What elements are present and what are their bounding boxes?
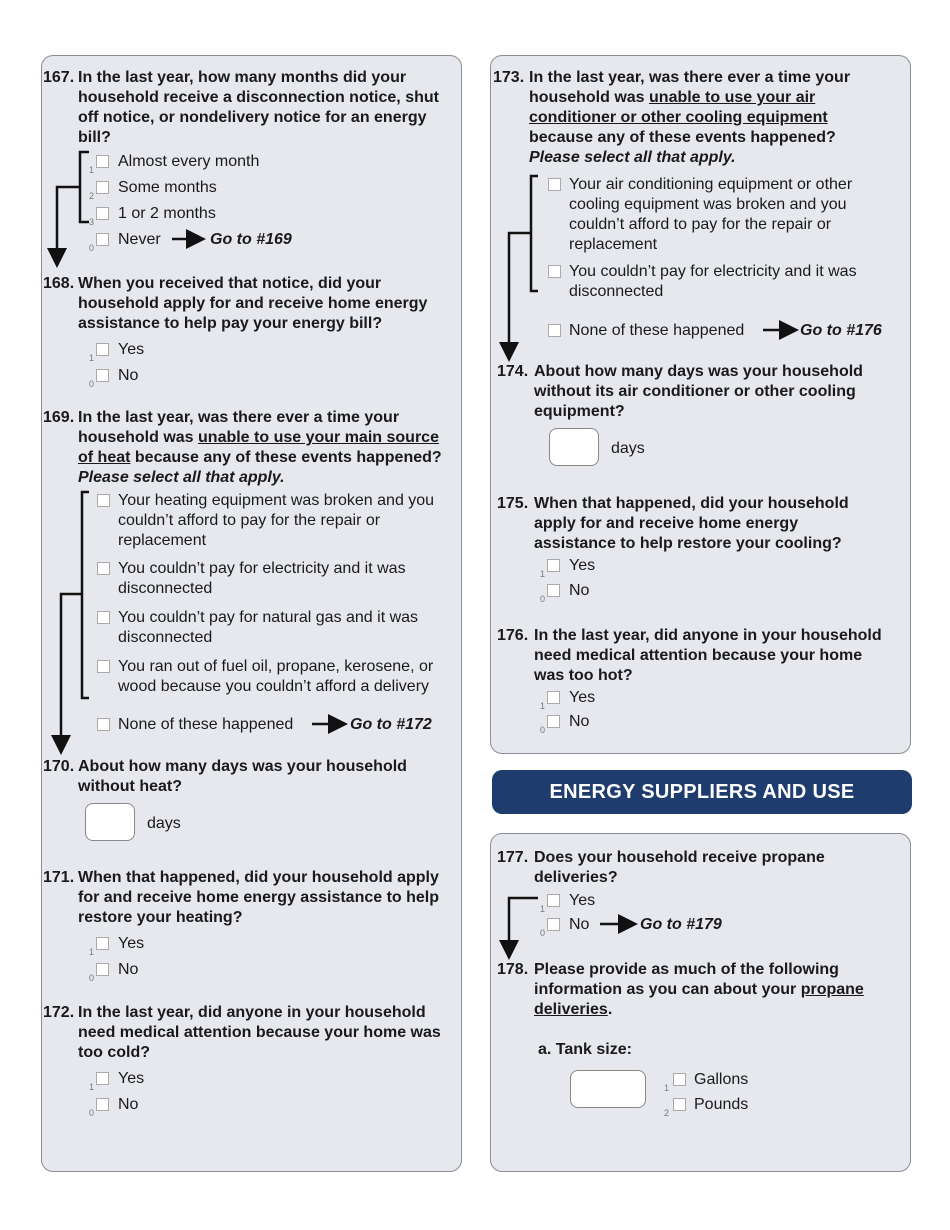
- question-175: 175. When that happened, did your household apply for and receive home energy assistance to help restore your cooling?: [497, 495, 849, 552]
- question-168: 168. When you received that notice, did your household apply for and receive home energy assistance to help pay your energy bill?: [43, 275, 428, 332]
- days-unit-label: days: [147, 815, 181, 832]
- skip-instruction: Go to #169: [210, 231, 292, 248]
- option-no[interactable]: 0 No: [89, 1096, 139, 1118]
- checkbox[interactable]: [96, 343, 109, 356]
- checkbox[interactable]: [547, 918, 560, 931]
- checkbox[interactable]: [96, 1072, 109, 1085]
- subquestion-tank-size: a. Tank size:: [538, 1041, 632, 1058]
- question-173: 173. In the last year, was there ever a time your household was unable to use your air conditioner or other cooling equipment because any of these events happened? Please select all that apply.: [493, 69, 851, 166]
- option-yes[interactable]: 1 Yes: [540, 557, 596, 579]
- option-ran-out-of-fuel[interactable]: You ran out of fuel oil, propane, kerosene, or wood because you couldn’t afford a delivery: [89, 657, 461, 699]
- checkbox[interactable]: [97, 718, 110, 731]
- checkbox[interactable]: [96, 207, 109, 220]
- option-none-happened[interactable]: None of these happened Go to #176: [540, 321, 905, 343]
- option-no[interactable]: 0 No Go to #179: [540, 916, 722, 938]
- option-no[interactable]: 0 No: [540, 582, 590, 604]
- checkbox[interactable]: [97, 494, 110, 507]
- checkbox[interactable]: [547, 691, 560, 704]
- option-electricity-disconnected[interactable]: You couldn’t pay for electricity and it was disconnected: [89, 559, 461, 601]
- option-almost-every-month[interactable]: 1 Almost every month: [89, 153, 260, 175]
- option-heating-broken[interactable]: Your heating equipment was broken and you couldn’t afford to pay for the repair or replacement: [89, 491, 461, 553]
- checkbox[interactable]: [547, 715, 560, 728]
- option-yes[interactable]: 1 Yes: [89, 935, 145, 957]
- question-174: 174. About how many days was your household without its air conditioner or other cooling equipment?: [497, 363, 863, 420]
- question-177: 177. Does your household receive propane deliveries?: [497, 849, 825, 886]
- option-pounds[interactable]: 2 Pounds: [664, 1096, 749, 1118]
- skip-instruction: Go to #179: [640, 916, 722, 933]
- option-yes[interactable]: 1 Yes: [540, 892, 596, 914]
- checkbox[interactable]: [547, 894, 560, 907]
- question-169: 169. In the last year, was there ever a time your household was unable to use your main source of heat because any of these events happened? Please select all that apply.: [43, 409, 442, 486]
- question-171: 171. When that happened, did your household apply for and receive home energy assistance to help restore your heating?: [43, 869, 440, 926]
- option-yes[interactable]: 1 Yes: [540, 689, 596, 711]
- checkbox[interactable]: [96, 181, 109, 194]
- checkbox[interactable]: [96, 963, 109, 976]
- tank-size-input[interactable]: [570, 1070, 646, 1108]
- question-text: In the last year, how many months did your household receive a disconnection notice, shut off notice, or nondelivery notice for an energy bill?: [78, 69, 439, 146]
- checkbox[interactable]: [547, 559, 560, 572]
- checkbox[interactable]: [97, 660, 110, 673]
- checkbox[interactable]: [548, 178, 561, 191]
- checkbox[interactable]: [96, 937, 109, 950]
- question-176: 176. In the last year, did anyone in your household need medical attention because your home was too hot?: [497, 627, 882, 684]
- option-gallons[interactable]: 1 Gallons: [664, 1071, 749, 1093]
- option-none-happened[interactable]: None of these happened Go to #172: [89, 715, 461, 737]
- checkbox[interactable]: [673, 1098, 686, 1111]
- days-input[interactable]: [85, 803, 135, 841]
- question-167: [43, 68, 455, 148]
- section-header: ENERGY SUPPLIERS AND USE: [492, 770, 912, 814]
- option-no[interactable]: 0 No: [89, 961, 139, 983]
- question-178: 178. Please provide as much of the following information as you can about your propane deliveries.: [497, 961, 864, 1018]
- option-yes[interactable]: 1 Yes: [89, 1070, 145, 1092]
- days-input[interactable]: [549, 428, 599, 466]
- option-cooling-broken[interactable]: Your air conditioning equipment or other cooling equipment was broken and you couldn’t afford to pay for the repair or replacement: [540, 175, 905, 257]
- question-172: 172. In the last year, did anyone in your household need medical attention because your home was too cold?: [43, 1004, 441, 1061]
- skip-instruction: Go to #176: [800, 322, 882, 339]
- option-no[interactable]: 0 No: [89, 367, 139, 389]
- option-electricity-disconnected[interactable]: You couldn’t pay for electricity and it was disconnected: [540, 262, 905, 304]
- question-170: 170. About how many days was your household without heat?: [43, 758, 407, 795]
- days-unit-label: days: [611, 440, 645, 457]
- skip-instruction: Go to #172: [350, 716, 432, 733]
- option-never[interactable]: 0 Never Go to #169: [89, 231, 292, 253]
- checkbox[interactable]: [96, 1098, 109, 1111]
- checkbox[interactable]: [547, 584, 560, 597]
- option-no[interactable]: 0 No: [540, 713, 590, 735]
- checkbox[interactable]: [97, 611, 110, 624]
- checkbox[interactable]: [96, 155, 109, 168]
- option-yes[interactable]: 1 Yes: [89, 341, 145, 363]
- checkbox[interactable]: [673, 1073, 686, 1086]
- question-number: 167.: [43, 69, 75, 86]
- checkbox[interactable]: [96, 233, 109, 246]
- checkbox[interactable]: [548, 265, 561, 278]
- checkbox[interactable]: [96, 369, 109, 382]
- option-some-months[interactable]: 2 Some months: [89, 179, 217, 201]
- option-1-or-2-months[interactable]: 3 1 or 2 months: [89, 205, 216, 227]
- option-gas-disconnected[interactable]: You couldn’t pay for natural gas and it was disconnected: [89, 608, 461, 650]
- checkbox[interactable]: [97, 562, 110, 575]
- checkbox[interactable]: [548, 324, 561, 337]
